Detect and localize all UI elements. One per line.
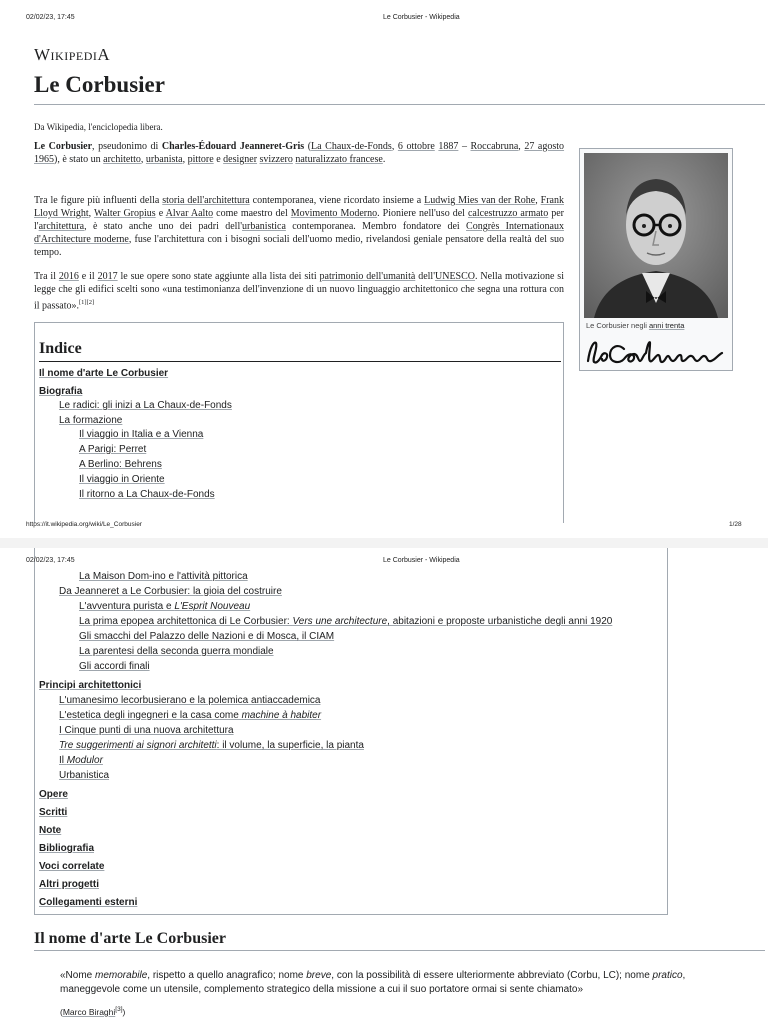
toc-item-text: I Cinque punti di una nuova architettura — [59, 725, 234, 736]
toc-title: Indice — [39, 340, 82, 357]
lead-paragraph-3 — [34, 270, 564, 312]
text-segment: come maestro del — [213, 208, 291, 219]
text-segment: – — [458, 141, 471, 152]
inline-link[interactable]: naturalizzato francese — [295, 154, 383, 165]
toc-item[interactable] — [79, 444, 146, 455]
signature-image[interactable] — [584, 337, 728, 367]
print-header-date: 02/02/23, 17:45 — [26, 14, 75, 21]
page-title: Le Corbusier — [34, 72, 165, 97]
toc-item[interactable] — [39, 825, 61, 836]
toc-item-text: Il nome d'arte Le Corbusier — [39, 368, 169, 379]
toc-item-text: Opere — [39, 789, 68, 800]
text-segment: . Pioniere nell'uso del — [377, 208, 468, 219]
text-segment: , — [535, 195, 541, 206]
title-divider — [34, 104, 765, 105]
text-segment: . Nella motivazione si legge che gli edifici scelti sono «una testimonianza dell'invenzione di un nuovo linguaggio architettonico che segna una rottura con il passato». — [34, 271, 564, 312]
text-segment: . — [382, 154, 386, 165]
text-segment: dell' — [415, 271, 435, 282]
inline-link[interactable]: Marco Biraghi — [62, 1006, 116, 1017]
text-segment: memorabile — [95, 970, 148, 981]
toc-item[interactable] — [79, 601, 250, 612]
toc-item[interactable] — [59, 770, 109, 781]
text-segment: ( — [304, 141, 312, 152]
text-segment: Tra le figure più influenti della — [34, 195, 163, 206]
tagline: Da Wikipedia, l'enciclopedia libera. — [34, 122, 163, 132]
inline-link[interactable]: 2017 — [97, 271, 118, 282]
toc-item-text: Da Jeanneret a Le Corbusier: la gioia del costruire — [59, 586, 282, 597]
toc-item-text: Il viaggio in Oriente — [79, 474, 165, 485]
toc-item[interactable] — [39, 789, 68, 800]
toc-item[interactable] — [79, 429, 203, 440]
toc-item-text: Urbanistica — [59, 770, 110, 781]
toc-item-text: Scritti — [39, 807, 68, 818]
inline-link[interactable]: 27 agosto — [524, 141, 565, 152]
toc-item[interactable] — [79, 474, 165, 485]
toc-item[interactable] — [39, 807, 67, 818]
text-segment: «Nome — [60, 970, 96, 981]
toc-item[interactable] — [39, 897, 137, 908]
text-segment: le sue opere sono state aggiunte alla lista dei siti — [117, 271, 320, 282]
inline-link[interactable]: 6 ottobre — [397, 141, 435, 152]
inline-link[interactable]: architettura — [38, 221, 85, 232]
inline-link[interactable]: calcestruzzo armato — [467, 208, 549, 219]
caption-link[interactable]: anni trenta — [648, 321, 685, 330]
toc-item-text: Principi architettonici — [39, 680, 142, 691]
toc-item[interactable] — [59, 400, 232, 411]
infobox — [579, 148, 733, 371]
toc-item[interactable] — [39, 861, 104, 872]
section-heading: Il nome d'arte Le Corbusier — [34, 930, 226, 947]
toc-item-text: A Berlino: Behrens — [79, 459, 162, 470]
toc-item[interactable] — [79, 646, 274, 657]
inline-link[interactable]: Congrès Internationaux d'Architecture moderne — [34, 221, 564, 245]
toc-item[interactable] — [39, 680, 141, 691]
text-segment: , con la possibilità di essere ulteriormente abbreviato (Corbu, LC); nome — [331, 970, 653, 981]
toc-item-text: Note — [39, 825, 62, 836]
toc-item[interactable] — [59, 755, 103, 766]
toc-item-text: Il ritorno a La Chaux-de-Fonds — [79, 489, 215, 500]
inline-link[interactable]: svizzero — [259, 154, 293, 165]
toc-item-text: L'avventura purista e — [79, 601, 175, 612]
toc-item-text: Collegamenti esterni — [39, 897, 138, 908]
table-of-contents-continued — [34, 548, 668, 915]
section-quote — [60, 969, 740, 997]
citation-ref[interactable]: [1][2] — [79, 299, 95, 306]
toc-item-text: , abitazioni e proposte urbanistiche degli anni 1920 — [387, 616, 613, 627]
inline-link[interactable]: pittore — [187, 154, 214, 165]
toc-item-text: Biografia — [39, 386, 83, 397]
text-segment: Tra il — [34, 271, 59, 282]
toc-item-text: Modulor — [66, 755, 103, 766]
section-divider — [34, 950, 765, 951]
inline-link[interactable]: Frank Lloyd Wright — [34, 195, 564, 219]
toc-item-text: Il viaggio in Italia e a Vienna — [79, 429, 204, 440]
toc-item[interactable] — [59, 695, 321, 706]
portrait-photo[interactable] — [584, 153, 728, 318]
quote-attribution — [60, 1006, 125, 1017]
inline-link[interactable]: 2016 — [58, 271, 79, 282]
toc-item[interactable] — [59, 586, 282, 597]
text-segment: , maneggevole come un utensile, complemento strategico della missione a cui il suo portatore ormai si sente chiamato» — [60, 970, 686, 995]
inline-link[interactable]: La Chaux-de-Fonds — [311, 141, 392, 152]
lead-paragraph-2 — [34, 194, 564, 259]
print-header-title: Le Corbusier - Wikipedia — [383, 14, 460, 21]
inline-link[interactable]: urbanistica — [242, 221, 286, 232]
toc-item-text: Voci correlate — [39, 861, 105, 872]
wikipedia-wordmark[interactable]: WikipediA — [34, 45, 111, 64]
inline-link[interactable]: 1887 — [438, 141, 459, 152]
text-segment: ( — [60, 1006, 63, 1017]
toc-item-text: L'estetica degli ingegneri e la casa come — [59, 710, 242, 721]
text-segment: breve — [306, 970, 332, 981]
toc-item-text: Bibliografia — [39, 843, 95, 854]
inline-link[interactable]: storia dell'architettura — [162, 195, 250, 206]
toc-item-text: La parentesi della seconda guerra mondiale — [79, 646, 274, 657]
print-header-date-2: 02/02/23, 17:45 — [26, 557, 75, 564]
toc-item-text: L'Esprit Nouveau — [174, 601, 251, 612]
inline-link[interactable]: Alvar Aalto — [165, 208, 214, 219]
text-segment: , è stato anche uno dei padri dell' — [84, 221, 243, 232]
print-footer-page: 1/28 — [729, 521, 742, 528]
inline-link[interactable]: Walter Gropius — [94, 208, 156, 219]
toc-item[interactable] — [79, 631, 334, 642]
text-segment: , — [182, 154, 188, 165]
print-footer-url: https://it.wikipedia.org/wiki/Le_Corbusier — [26, 521, 142, 528]
text-segment: Charles-Édouard Jeanneret-Gris — [161, 141, 305, 152]
toc-item[interactable] — [39, 386, 82, 397]
toc-item-text: Il — [59, 755, 67, 766]
toc-item[interactable] — [59, 710, 321, 721]
toc-item[interactable] — [79, 571, 248, 582]
toc-item-text: L'umanesimo lecorbusierano e la polemica antiaccademica — [59, 695, 321, 706]
toc-item[interactable] — [59, 740, 364, 751]
table-of-contents — [34, 322, 564, 523]
toc-item-text: La formazione — [59, 415, 123, 426]
toc-item-text: Tre suggerimenti ai signori architetti — [59, 740, 217, 751]
inline-link[interactable]: Movimento Moderno — [290, 208, 378, 219]
text-segment: e — [155, 208, 166, 219]
toc-item[interactable] — [79, 489, 215, 500]
toc-item-text: machine à habiter — [241, 710, 322, 721]
text-segment: contemporanea. Membro fondatore dei — [285, 221, 467, 232]
print-page-2 — [0, 548, 768, 1024]
text-segment: , rispetto a quello anagrafico; nome — [147, 970, 307, 981]
toc-item[interactable] — [79, 661, 150, 672]
toc-item[interactable] — [39, 879, 99, 890]
text-segment: Le Corbusier — [34, 141, 93, 152]
text-segment: ) — [122, 1006, 126, 1017]
toc-item[interactable] — [39, 368, 168, 379]
toc-item-text: A Parigi: Perret — [79, 444, 147, 455]
toc-item-text: : il volume, la superficie, la pianta — [216, 740, 364, 751]
inline-link[interactable]: designer — [223, 154, 258, 165]
text-segment: , — [391, 141, 398, 152]
inline-link[interactable]: 1965 — [34, 154, 54, 165]
toc-item-text: Altri progetti — [39, 879, 99, 890]
lead-paragraph-1 — [34, 140, 564, 166]
toc-divider — [39, 361, 561, 362]
text-segment: e — [213, 154, 224, 165]
text-segment: e il — [78, 271, 98, 282]
text-segment: , — [518, 141, 525, 152]
toc-item[interactable] — [59, 725, 234, 736]
toc-item[interactable] — [59, 415, 122, 426]
text-segment: ), è stato un — [54, 154, 104, 165]
text-segment: per l' — [34, 208, 565, 232]
toc-item[interactable] — [39, 843, 94, 854]
toc-item-text: Gli accordi finali — [79, 661, 150, 672]
toc-item-text: Vers une architecture — [292, 616, 388, 627]
toc-item[interactable] — [79, 616, 612, 627]
text-segment: , — [88, 208, 95, 219]
text-segment: , — [140, 154, 146, 165]
toc-item-text: La prima epopea architettonica di Le Corbusier: — [79, 616, 293, 627]
toc-item-text: La Maison Dom-ino e l'attività pittorica — [79, 571, 248, 582]
text-segment: , pseudonimo di — [92, 141, 162, 152]
inline-link[interactable]: architetto — [103, 154, 141, 165]
portrait-caption: Le Corbusier negli anni trenta — [586, 321, 685, 330]
inline-link[interactable]: UNESCO — [435, 271, 476, 282]
inline-link[interactable]: patrimonio dell'umanità — [319, 271, 416, 282]
text-segment: , fuse l'architettura con i bisogni sociali dell'uomo medio, rivelandosi geniale pensatore della realtà del suo tempo. — [34, 234, 564, 258]
text-segment: pratico — [652, 970, 683, 981]
toc-item[interactable] — [79, 459, 162, 470]
citation-ref[interactable]: [3] — [115, 1006, 123, 1013]
toc-item-text: Le radici: gli inizi a La Chaux-de-Fonds — [59, 400, 232, 411]
print-header-title-2: Le Corbusier - Wikipedia — [383, 557, 460, 564]
inline-link[interactable]: urbanista — [145, 154, 183, 165]
text-segment: contemporanea, viene ricordato insieme a — [249, 195, 425, 206]
inline-link[interactable]: Roccabruna — [470, 141, 519, 152]
inline-link[interactable]: Ludwig Mies van der Rohe — [424, 195, 536, 206]
toc-item-text: Gli smacchi del Palazzo delle Nazioni e di Mosca, il CIAM — [79, 631, 335, 642]
